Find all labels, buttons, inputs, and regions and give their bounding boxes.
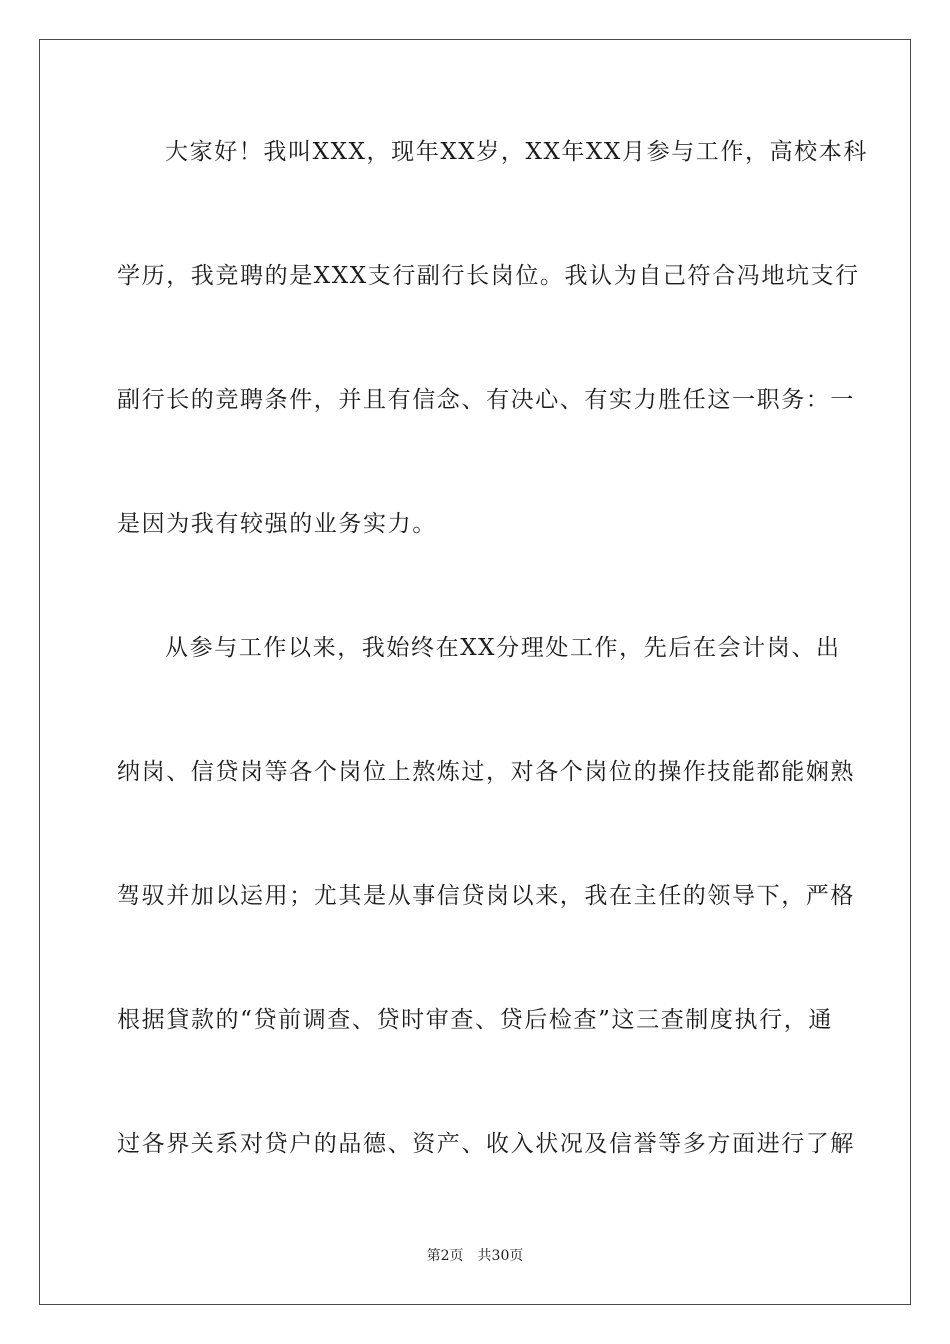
paragraph-1-line-4: 是因为我有较强的业务实力。 [117,511,437,537]
paragraph-2-line-2: 纳岗、信贷岗等各个岗位上熬炼过，对各个岗位的操作技能都能娴熟 [117,759,855,785]
paragraph-1-line-3: 副行长的竞聘条件，并且有信念、有决心、有实力胜任这一职务：一 [117,387,855,413]
paragraph-2-line-1: 从参与工作以来，我始终在XX分理处工作，先后在会计岗、出 [165,635,841,661]
paragraph-2-line-5: 过各界关系对贷户的品德、资产、收入状况及信誉等多方面进行了解 [117,1131,855,1157]
page-footer [0,1246,950,1266]
paragraph-2-line-3: 驾驭并加以运用；尤其是从事信贷岗以来，我在主任的领导下，严格 [117,883,855,909]
paragraph-2-line-4: 根据貸款的“贷前调查、贷时审查、贷后检查”这三查制度执行，通 [117,1007,833,1033]
page-total: 共30页 [477,1248,524,1264]
page-border [39,39,911,1305]
paragraph-1-line-2: 学历，我竞聘的是XXX支行副行长岗位。我认为自己符合冯地坑支行 [117,263,860,289]
page-number: 第2页 [426,1248,464,1264]
paragraph-1-line-1: 大家好！我叫XXX，现年XX岁，XX年XX月参与工作，高校本科 [165,139,868,165]
